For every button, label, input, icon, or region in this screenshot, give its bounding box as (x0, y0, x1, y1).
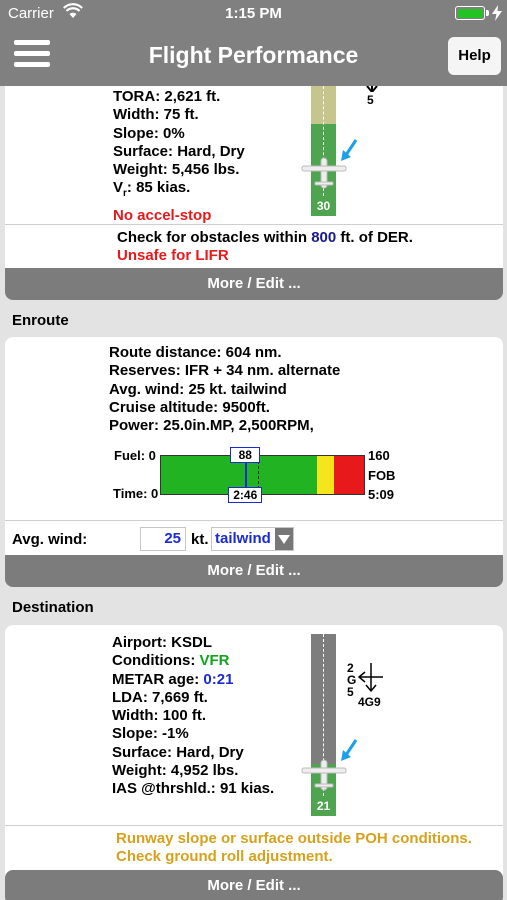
time-axis-label: Time: 0 (113, 486, 159, 501)
nav-bar (0, 26, 507, 86)
cruise-altitude-line: Cruise altitude: 9500ft. (109, 398, 270, 416)
fuel-reserve-red (334, 456, 364, 494)
reserves-line: Reserves: IFR + 34 nm. alternate (109, 362, 341, 380)
help-button[interactable]: Help (448, 37, 501, 75)
fuel-bar (160, 455, 365, 495)
slope-line: Slope: -1% (112, 725, 189, 743)
clock: 1:15 PM (225, 5, 282, 22)
wind-arrow-icon (340, 138, 360, 162)
battery-icon (455, 6, 485, 20)
divider (5, 825, 503, 826)
obstacle-note (117, 229, 413, 266)
accel-stop-warning: No accel-stop (113, 206, 212, 224)
vr-value: : 85 kias. (126, 179, 191, 197)
enroute-more-edit-button[interactable]: More / Edit ... (5, 555, 503, 587)
destination-card (5, 625, 503, 900)
tora-line: TORA: 2,621 ft. (113, 88, 221, 105)
fob-label: FOB (368, 468, 396, 483)
conditions-label: Conditions: (112, 652, 200, 670)
avg-wind-unit: kt. (191, 531, 209, 548)
time-remaining-marker: 2:46 (228, 487, 262, 503)
departure-runway-number: 30 (316, 199, 331, 213)
enroute-card (5, 337, 503, 587)
fuel-remaining-marker: 88 (230, 447, 260, 463)
departure-card (5, 86, 503, 300)
avg-wind-field-label: Avg. wind: (12, 531, 88, 548)
avg-wind-line: Avg. wind: 25 kt. tailwind (109, 380, 287, 398)
ground-roll-warning: Check ground roll adjustment. (116, 848, 333, 866)
obstacle-distance: 800 (311, 229, 337, 246)
airport-line: Airport: KSDL (112, 634, 212, 651)
surface-line: Surface: Hard, Dry (112, 743, 244, 761)
avg-wind-input[interactable]: 25 (140, 527, 186, 551)
wind-direction-value: tailwind (215, 530, 271, 547)
power-line: Power: 25.0in.MP, 2,500RPM, (109, 417, 314, 435)
charging-icon (491, 5, 503, 21)
width-line: Width: 100 ft. (112, 707, 207, 725)
departure-more-edit-button[interactable]: More / Edit ... (5, 268, 503, 300)
enroute-info (109, 344, 340, 435)
weight-line: Weight: 4,952 lbs. (112, 762, 239, 780)
metar-line (112, 671, 274, 689)
destination-section-title: Destination (12, 599, 94, 616)
surface-line: Surface: Hard, Dry (113, 142, 245, 160)
destination-runway-number: 21 (316, 799, 331, 813)
page-title: Flight Performance (148, 42, 359, 68)
vr-line (113, 179, 245, 203)
status-bar (0, 0, 507, 26)
destination-info (112, 634, 274, 799)
slope-line: Slope: 0% (113, 124, 185, 142)
destination-more-edit-button[interactable]: More / Edit ... (5, 870, 503, 900)
route-distance-line: Route distance: 604 nm. (109, 344, 282, 361)
wind-gust-symbol: G (347, 673, 357, 687)
wind-indicator-icon (366, 86, 378, 92)
wind-arrow-icon (340, 738, 360, 762)
obstacle-text-end: ft. of DER. (336, 229, 413, 246)
wind-bottom-value: 5 (347, 685, 354, 699)
lifr-warning: Unsafe for LIFR (117, 247, 229, 265)
carrier-label: Carrier (8, 5, 54, 22)
battery-tip (486, 10, 489, 16)
lda-line: LDA: 7,669 ft. (112, 688, 208, 706)
divider (5, 224, 503, 225)
departure-wind-speed: 5 (367, 93, 374, 107)
wind-top-value: 2 (347, 661, 354, 675)
metar-value: 0:21 (203, 670, 234, 688)
ias-threshold-line: IAS @thrshld.: 91 kias. (112, 780, 275, 798)
enroute-section-title: Enroute (12, 312, 69, 329)
fuel-axis-label: Fuel: 0 (114, 448, 156, 463)
time-max-label: 5:09 (368, 487, 395, 502)
departure-runway (311, 86, 336, 216)
fuel-reserve-yellow (317, 456, 333, 494)
vr-label: V (113, 179, 124, 197)
obstacle-text: Check for obstacles within (117, 229, 312, 246)
metar-label: METAR age: (112, 670, 204, 688)
divider (5, 520, 503, 521)
crosswind-icon (357, 663, 385, 693)
destination-warnings (116, 830, 472, 867)
weight-line: Weight: 5,456 lbs. (113, 161, 240, 179)
wind-direction-select[interactable] (211, 527, 294, 551)
fob-max-label: 160 (368, 448, 390, 463)
conditions-line (112, 652, 274, 670)
dropdown-icon (275, 528, 293, 550)
conditions-value: VFR (199, 652, 230, 670)
width-line: Width: 75 ft. (113, 106, 199, 124)
airplane-icon (300, 758, 348, 792)
vr-subscript: r (123, 188, 127, 200)
departure-info (113, 88, 245, 225)
wind-gust-value: 4G9 (358, 695, 381, 709)
runway-slope-warning: Runway slope or surface outside POH conditions. (116, 830, 472, 847)
